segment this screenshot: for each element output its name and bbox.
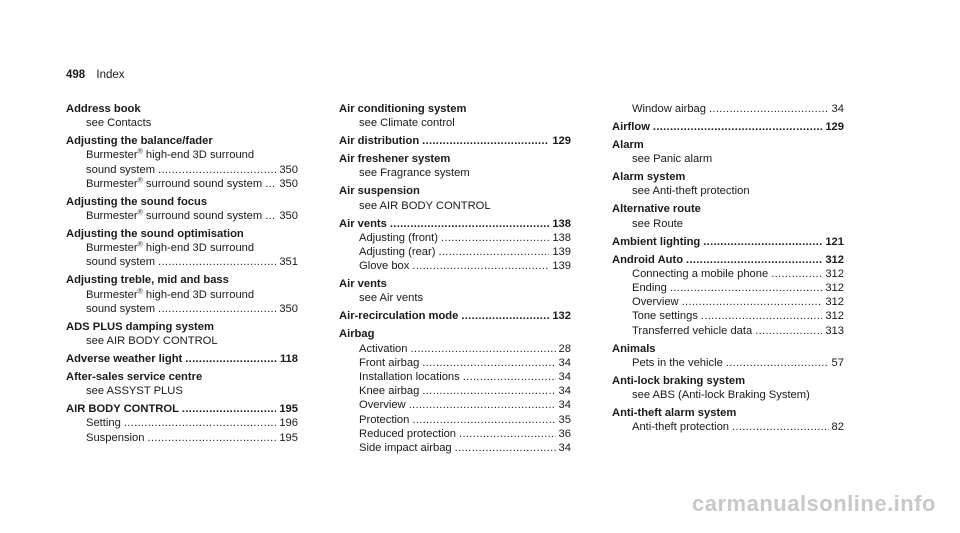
entry-heading [66, 352, 298, 366]
page-ref: 82 [831, 421, 844, 434]
index-entry [339, 102, 571, 130]
sub-entry-text: see Route [632, 217, 683, 230]
dot-leader [158, 255, 276, 269]
sub-entry-text: Protection [359, 413, 410, 426]
index-entry [66, 320, 298, 348]
dot-leader [455, 441, 556, 455]
entry-title: Anti-theft alarm system [612, 407, 737, 420]
dot-leader [461, 309, 549, 323]
sub-entry [612, 356, 844, 370]
index-entry [66, 134, 298, 191]
sub-entry [339, 384, 571, 398]
index-entry [339, 217, 571, 274]
dot-leader [182, 402, 276, 416]
sub-entry-text: see Climate control [359, 117, 455, 130]
page-ref: 312 [825, 282, 844, 295]
index-entry [339, 152, 571, 180]
entry-title: Airflow [612, 121, 650, 133]
page-ref: 350 [279, 210, 298, 223]
entry-title: Air-recirculation mode [339, 310, 459, 323]
section-title: Index [96, 69, 125, 81]
entry-heading [612, 120, 844, 134]
sub-entry-text: Ending [632, 282, 667, 295]
sub-entry-text: Front airbag [359, 356, 420, 369]
entry-heading [339, 134, 571, 148]
dot-leader [265, 209, 276, 223]
sub-entry-text: see Fragrance system [359, 167, 470, 180]
sub-entry-text: see Anti-theft protection [632, 185, 750, 198]
sub-entry-text: Burmester® high-end 3D surround [86, 148, 255, 162]
dot-leader [438, 245, 549, 259]
sub-entry-text: see ABS (Anti-lock Braking System) [632, 389, 810, 402]
entry-heading [66, 402, 298, 416]
sub-entry-text: Transferred vehicle data [632, 324, 753, 337]
dot-leader [158, 302, 276, 316]
page-ref: 138 [552, 217, 571, 230]
sub-entry-text: Side impact airbag [359, 442, 452, 455]
sub-entry-text: Burmester® high-end 3D surround [86, 287, 255, 301]
sub-entry-text: Connecting a mobile phone [632, 267, 769, 280]
index-entry [612, 374, 844, 402]
index-entry [339, 309, 571, 323]
sub-entry-text: Burmester® surround sound system [86, 209, 263, 223]
dot-leader [265, 177, 276, 191]
entry-title: After-sales service centre [66, 371, 203, 384]
dot-leader [726, 356, 829, 370]
index-column-1 [66, 102, 298, 449]
dot-leader [409, 398, 556, 412]
index-entry [612, 138, 844, 166]
dot-leader [422, 384, 555, 398]
dot-leader [682, 295, 823, 309]
dot-leader [463, 370, 556, 384]
dot-leader [701, 309, 822, 323]
page-ref: 34 [558, 371, 571, 384]
index-column-2 [339, 102, 571, 459]
index-entry [66, 402, 298, 445]
entry-title: Anti-lock braking system [612, 374, 746, 387]
entry-title: Air vents [339, 217, 387, 230]
sub-entry-text: Knee airbag [359, 385, 420, 398]
index-entry [612, 235, 844, 249]
sub-entry [339, 441, 571, 455]
sub-entry [66, 302, 298, 316]
entry-title: Adverse weather light [66, 353, 183, 366]
index-entry [339, 134, 571, 148]
page-ref: 34 [558, 442, 571, 455]
page-ref: 129 [552, 135, 571, 148]
sub-entry-text: Burmester® surround sound system [86, 177, 263, 190]
page-ref: 139 [552, 246, 571, 259]
sub-entry-text: Anti-theft protection [632, 421, 730, 434]
entry-heading [339, 217, 571, 231]
sub-entry-text: Tone settings [632, 310, 698, 323]
page-ref: 118 [279, 353, 298, 366]
entry-title: Address book [66, 103, 141, 115]
dot-leader [185, 352, 277, 366]
entry-title: Alternative route [612, 203, 701, 216]
page-ref: 34 [558, 385, 571, 398]
entry-title: Air suspension [339, 185, 420, 198]
index-column-3 [612, 102, 844, 438]
sub-entry-text: sound system [86, 163, 156, 176]
page-ref: 313 [825, 324, 844, 337]
page-ref: 36 [558, 427, 571, 440]
sub-entry-text: Burmester® high-end 3D surround [86, 241, 255, 255]
entry-title: Air conditioning system [339, 103, 467, 115]
page-number: 498 [66, 69, 86, 81]
page-ref: 350 [279, 177, 298, 190]
index-entry [612, 102, 844, 116]
page-ref: 34 [558, 356, 571, 369]
dot-leader [124, 416, 276, 430]
entry-heading [612, 235, 844, 249]
entry-title: Airbag [339, 328, 375, 341]
index-entry [339, 277, 571, 305]
index-entry [612, 170, 844, 198]
dot-leader [771, 267, 822, 281]
sub-entry-text: Adjusting (front) [359, 231, 438, 244]
sub-entry [66, 177, 298, 191]
page-ref: 312 [825, 253, 844, 266]
sub-entry-text: Adjusting (rear) [359, 246, 436, 259]
sub-entry [339, 398, 571, 412]
sub-entry [339, 231, 571, 245]
sub-entry [339, 245, 571, 259]
sub-entry [339, 259, 571, 273]
sub-entry [339, 413, 571, 427]
sub-entry-text: Pets in the vehicle [632, 356, 723, 369]
index-entry [66, 273, 298, 316]
index-entry [66, 102, 298, 130]
page-ref: 28 [558, 342, 571, 355]
dot-leader [653, 120, 822, 134]
page-header [66, 68, 125, 82]
dot-leader [412, 259, 549, 273]
sub-entry-text: Glove box [359, 260, 410, 273]
index-entry [612, 342, 844, 370]
page-ref: 57 [831, 356, 844, 369]
sub-entry-text: Suspension [86, 431, 145, 444]
sub-entry [612, 420, 844, 434]
sub-entry-text: Setting [86, 417, 121, 430]
sub-entry-text: see Contacts [86, 117, 152, 130]
dot-leader [670, 281, 822, 295]
page-ref: 138 [552, 231, 571, 244]
index-entry [612, 253, 844, 338]
dot-leader [147, 431, 276, 445]
entry-title: Air distribution [339, 135, 420, 148]
sub-entry [339, 342, 571, 356]
dot-leader [422, 356, 555, 370]
entry-heading [339, 309, 571, 323]
index-entry [66, 195, 298, 223]
page-ref: 350 [279, 163, 298, 176]
sub-entry [339, 370, 571, 384]
sub-entry [612, 324, 844, 338]
sub-entry [612, 267, 844, 281]
sub-entry [612, 295, 844, 309]
page-ref: 34 [558, 399, 571, 412]
entry-title: Alarm [612, 139, 644, 151]
sub-entry-text: sound system [86, 302, 156, 315]
index-entry [612, 120, 844, 134]
dot-leader [755, 324, 822, 338]
entry-heading [612, 253, 844, 267]
page-ref: 129 [825, 121, 844, 133]
sub-entry [66, 431, 298, 445]
sub-entry [612, 281, 844, 295]
entry-title: Android Auto [612, 253, 684, 266]
sub-entry-text: Overview [359, 399, 406, 412]
sub-entry [66, 416, 298, 430]
dot-leader [411, 342, 556, 356]
dot-leader [412, 413, 555, 427]
dot-leader [732, 420, 829, 434]
page-ref: 139 [552, 260, 571, 273]
entry-title: Alarm system [612, 171, 686, 184]
index-entry [66, 370, 298, 398]
page-ref: 121 [825, 235, 844, 248]
sub-entry [66, 209, 298, 223]
page-ref: 132 [552, 310, 571, 323]
entry-title: Adjusting the sound focus [66, 195, 208, 208]
index-entry [339, 327, 571, 455]
sub-entry [612, 102, 844, 116]
page-ref: 350 [279, 302, 298, 315]
entry-title: Ambient lighting [612, 235, 701, 248]
watermark: carmanualsonline.info [692, 491, 936, 516]
sub-entry-text: Window airbag [632, 103, 706, 115]
sub-entry-text: Activation [359, 342, 408, 355]
page-ref: 195 [279, 403, 298, 416]
page-ref: 312 [825, 310, 844, 323]
dot-leader [390, 217, 549, 231]
dot-leader [158, 163, 276, 177]
page-ref: 351 [279, 256, 298, 269]
sub-entry [66, 255, 298, 269]
entry-title: Air freshener system [339, 153, 451, 166]
entry-title: Animals [612, 342, 656, 355]
page-ref: 196 [279, 417, 298, 430]
entry-title: Adjusting the sound optimisation [66, 228, 244, 241]
dot-leader [441, 231, 549, 245]
entry-title: AIR BODY CONTROL [66, 403, 179, 416]
sub-entry [66, 163, 298, 177]
sub-entry-text: Overview [632, 296, 679, 309]
sub-entry [612, 309, 844, 323]
entry-title: Adjusting the balance/fader [66, 135, 213, 148]
sub-entry-text: Installation locations [359, 371, 460, 384]
dot-leader [422, 134, 549, 148]
entry-title: Air vents [339, 278, 387, 291]
index-entry [612, 406, 844, 434]
page-ref: 35 [558, 413, 571, 426]
sub-entry-text: see Air vents [359, 292, 424, 305]
sub-entry [339, 356, 571, 370]
sub-entry-text: sound system [86, 256, 156, 269]
entry-title: ADS PLUS damping system [66, 320, 214, 333]
page-ref: 195 [279, 431, 298, 444]
dot-leader [709, 102, 829, 116]
dot-leader [459, 427, 556, 441]
sub-entry-text: see AIR BODY CONTROL [86, 335, 218, 348]
sub-entry-text: Reduced protection [359, 427, 457, 440]
sub-entry-text: see Panic alarm [632, 153, 713, 166]
page-ref: 312 [825, 296, 844, 309]
sub-entry-text: see AIR BODY CONTROL [359, 199, 491, 212]
index-entry [66, 352, 298, 366]
sub-entry-text: see ASSYST PLUS [86, 385, 183, 398]
dot-leader [703, 235, 822, 249]
page-ref: 312 [825, 267, 844, 280]
index-entry [66, 227, 298, 270]
entry-title: Adjusting treble, mid and bass [66, 274, 229, 287]
index-entry [339, 184, 571, 212]
dot-leader [686, 253, 822, 267]
sub-entry [339, 427, 571, 441]
page-ref: 34 [831, 103, 844, 115]
index-entry [612, 202, 844, 230]
